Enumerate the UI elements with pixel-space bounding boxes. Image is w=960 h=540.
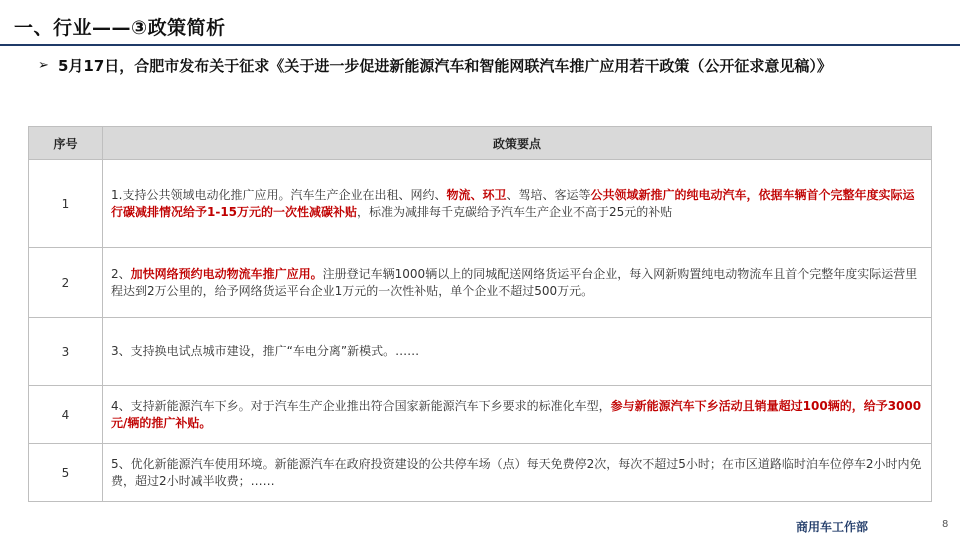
title-divider (0, 44, 960, 46)
policy-text: 2、 (111, 266, 131, 281)
highlighted-text: 参与新能源汽车下乡活动且销量超过100辆的，给予3000元/辆的推广补贴。 (111, 398, 922, 430)
table-row (29, 444, 932, 502)
table-row (29, 318, 932, 386)
policy-point-cell (103, 160, 932, 248)
policy-point-cell (103, 318, 932, 386)
policy-text: 注册登记车辆1000辆以上的同城配送网络货运平台企业，每入网新购置纯电动物流车且首个完整年度实际运营里程达到2万公里的，给予网络货运平台企业1万元的一次性补贴，单个企业不超过500万元。 (111, 266, 918, 298)
arrow-right-icon: ➢ (38, 58, 49, 73)
highlighted-text: 物流、环卫 (446, 187, 507, 202)
policy-text: 3、支持换电试点城市建设，推广“车电分离”新模式。…… (111, 344, 420, 358)
page-number: 8 (942, 519, 949, 530)
policy-point-cell (103, 444, 932, 502)
page-title: 一、行业——③政策简析 (14, 17, 226, 39)
header-policy-points: 政策要点 (103, 127, 932, 160)
subtitle (38, 55, 928, 77)
table-row (29, 160, 932, 248)
row-number: 4 (29, 386, 103, 444)
row-number: 1 (29, 160, 103, 248)
policy-text: ，标准为减排每千克碳给予汽车生产企业不高于25元的补贴 (357, 204, 673, 219)
subtitle-text: 5月17日，合肥市发布关于征求《关于进一步促进新能源汽车和智能网联汽车推广应用若干政策（公开征求意见稿）》 (58, 57, 832, 75)
policy-text: 1.支持公共领域电动化推广应用。汽车生产企业在出租、网约、 (111, 187, 447, 202)
department-logo: 商用车工作部 (796, 520, 869, 534)
table-header-row (29, 127, 932, 160)
policy-text: 4、支持新能源汽车下乡。对于汽车生产企业推出符合国家新能源汽车下乡要求的标准化车型， (111, 398, 611, 413)
policy-point-cell (103, 248, 932, 318)
table-row (29, 248, 932, 318)
highlighted-text: 加快网络预约电动物流车推广应用。 (130, 266, 323, 281)
policy-text: 5、优化新能源汽车使用环境。新能源汽车在政府投资建设的公共停车场（点）每天免费停2次，每次不超过5小时；在市区道路临时泊车位停车2小时内免费，超过2小时减半收费；…… (111, 456, 922, 488)
policy-table (28, 126, 932, 502)
row-number: 3 (29, 318, 103, 386)
policy-text: 、驾培、客运等 (506, 187, 591, 202)
row-number: 2 (29, 248, 103, 318)
header-number: 序号 (29, 127, 103, 160)
row-number: 5 (29, 444, 103, 502)
highlighted-text: 公共领域新推广的纯电动汽车，依据车辆首个完整年度实际运行碳减排情况给予1-15万元的一次性减碳补贴 (111, 187, 915, 219)
table-row (29, 386, 932, 444)
policy-point-cell (103, 386, 932, 444)
